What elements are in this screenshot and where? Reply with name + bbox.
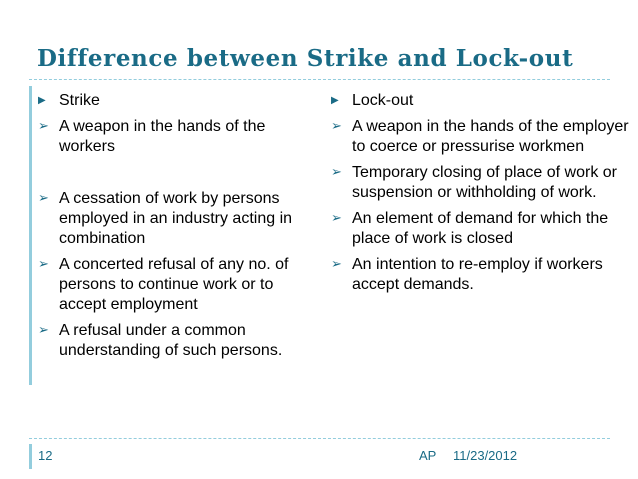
triangle-bullet-icon: ▶ (331, 95, 339, 106)
list-item (331, 91, 631, 111)
list-item-text: A weapon in the hands of the employer to coerce or pressurise workmen (352, 118, 629, 155)
list-item-text: Temporary closing of place of work or suspension or withholding of work. (352, 164, 617, 201)
list-item (38, 321, 323, 361)
arrow-bullet-icon: ➢ (38, 119, 49, 134)
list-item (331, 163, 631, 203)
strike-heading: Strike (59, 92, 100, 109)
slide-number: 12 (38, 448, 53, 463)
content-accent-bar (29, 86, 32, 385)
lockout-column (331, 91, 631, 295)
triangle-bullet-icon: ▶ (38, 95, 46, 106)
list-item (331, 255, 631, 295)
footer-divider (29, 438, 610, 439)
title-divider (29, 79, 610, 80)
list-item (38, 189, 323, 249)
footer-date: 11/23/2012 (453, 448, 518, 463)
list-item (331, 209, 631, 249)
footer-accent-bar (29, 444, 32, 469)
list-item-text: An intention to re-employ if workers accept demands. (352, 256, 603, 293)
list-item-text: An element of demand for which the place of work is closed (352, 210, 609, 247)
list-item (38, 91, 323, 111)
footer-author: AP (419, 448, 437, 463)
slide-title: Difference between Strike and Lock-out (37, 45, 574, 72)
arrow-bullet-icon: ➢ (331, 165, 342, 180)
arrow-bullet-icon: ➢ (38, 323, 49, 338)
list-item-text: A weapon in the hands of the workers (59, 118, 266, 155)
arrow-bullet-icon: ➢ (331, 211, 342, 226)
arrow-bullet-icon: ➢ (38, 191, 49, 206)
arrow-bullet-icon: ➢ (331, 119, 342, 134)
list-item-text: A cessation of work by persons employed in an industry acting in combination (59, 190, 293, 247)
list-item-text: A concerted refusal of any no. of persons to continue work or to accept employment (59, 256, 289, 313)
list-item (331, 117, 631, 157)
list-item (38, 255, 323, 315)
strike-column (38, 91, 323, 361)
list-item (38, 117, 323, 157)
list-item-text: A refusal under a common understanding of such persons. (59, 322, 283, 359)
lockout-heading: Lock-out (352, 92, 414, 109)
arrow-bullet-icon: ➢ (38, 257, 49, 272)
arrow-bullet-icon: ➢ (331, 257, 342, 272)
